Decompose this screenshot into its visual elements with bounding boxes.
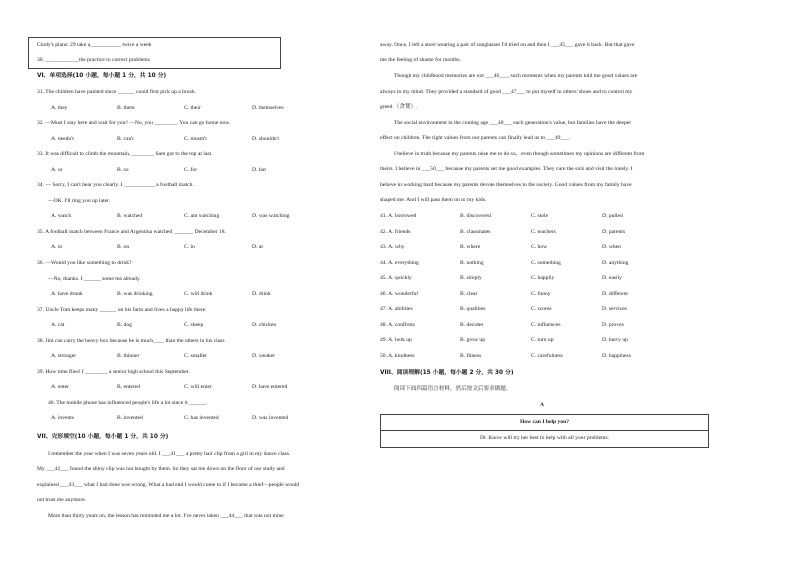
help-table	[380, 414, 709, 448]
cloze-option: D. easily	[602, 275, 622, 281]
answer-option: A. needn't	[51, 135, 74, 142]
cloze-option: 47. A. abilities	[380, 306, 413, 312]
section-8-instructions: 阅读下面四篇语言材料，然后按文后要求做题。	[394, 386, 512, 392]
cloze-option: B. simply	[460, 275, 482, 281]
answer-option: B. on	[117, 244, 130, 251]
help-table-cell: Dr. Know will try her best to help with all your problems.	[479, 435, 610, 441]
cloze-option: C. funny	[531, 290, 551, 297]
answer-option: A. watch	[51, 213, 72, 220]
question-stem: 32. —Must I stay here and wait for you? —No, you ________. You can go home now.	[37, 120, 231, 127]
cloze-line: effect on children. The right values from our parents can finally lead us to ___49___.	[380, 135, 571, 141]
answer-option: A. stronger	[51, 353, 77, 360]
question-stem: 36. —Would you like something to drink?	[37, 260, 132, 266]
cloze-line: More than thirty years on, the lesson has reminded me a lot. I've never taken ___44___ that was not mine	[48, 513, 284, 519]
cloze-option: B. fitness	[460, 352, 482, 359]
cloze-option: C. happily	[531, 275, 555, 281]
answer-option: B. entered	[117, 384, 140, 391]
answer-option: D. drink	[252, 291, 271, 297]
cloze-line: away. Once, I left a store wearing a pair of sunglasses I'd tried on and then I ___45___ gave it back. But that gave	[380, 42, 635, 48]
answer-option: A. have drunk	[51, 291, 83, 297]
left-column	[0, 0, 380, 562]
cloze-option: B. qualities	[460, 306, 486, 312]
cloze-option: 42. A. friends	[380, 228, 411, 235]
cloze-option: D. anything	[602, 259, 629, 266]
cloze-option: 50. A. kindness	[380, 352, 415, 359]
answer-option: C. am watching	[184, 213, 220, 220]
answer-option: D. themselves	[252, 104, 284, 111]
answer-option: B. thinner	[117, 353, 140, 360]
cloze-line: believe in working hard because my parents devote themselves to the society. Good values from my family have	[380, 182, 632, 188]
answer-option: D. at	[252, 244, 263, 251]
answer-option: A. invents	[51, 415, 74, 422]
question-stem: 38. Jim can carry the heavy box because he is much____ than the others in his class	[37, 337, 225, 344]
cloze-line: greed （贪婪）.	[380, 104, 418, 110]
question-stem: 40. The mobile phone has influenced people's life a lot since it ______.	[48, 399, 208, 406]
cloze-option: 48. A. confirms	[380, 321, 415, 328]
table-divider	[381, 430, 708, 431]
cloze-option: C. carefulness	[531, 352, 563, 359]
answer-option: D. chicken	[252, 322, 277, 329]
cindy-line-2: 30. ____________the practice to correct problems	[37, 57, 150, 63]
cloze-option: D. proves	[602, 321, 624, 328]
section-7-title: VII、完形填空(10 小题，每小题 1 分，共 10 分)	[37, 434, 169, 440]
cloze-option: C. teachers	[531, 228, 556, 235]
cloze-option: D. different	[602, 290, 628, 297]
question-stem: 34. — Sorry, I can't hear you clearly. I ___________ a football match.	[37, 182, 194, 189]
cloze-option: B. where	[460, 244, 481, 250]
answer-option: A. enter	[51, 384, 70, 391]
answer-option: B. so	[117, 166, 129, 173]
question-stem: 31. The children have painted since ______ could first pick up a brush.	[37, 89, 196, 95]
cloze-option: B. discovered	[460, 213, 491, 219]
answer-option: D. shouldn't	[252, 135, 280, 142]
cloze-option: B. classmates	[460, 228, 491, 235]
cloze-option: C. how	[531, 244, 548, 250]
cloze-option: 46. A. wonderful	[380, 290, 418, 297]
cloze-option: B. grow up	[460, 337, 486, 343]
answer-option: D. have entered	[252, 384, 288, 391]
cloze-line: I remember the year when I was seven years old. I ___41___ a pretty hair clip from a girl in my dance class.	[48, 451, 291, 457]
answer-option: B. can't	[117, 135, 134, 142]
cloze-line: explained ___43___ what I had done was wrong. What a bad end I would come to if I became a thief—people would	[37, 482, 300, 488]
cloze-option: D. happiness	[602, 352, 631, 359]
cloze-option: B. decides	[460, 321, 484, 328]
question-stem: 39. How time flies! I ________ a senior high school this September.	[37, 368, 190, 375]
section-6-title: VI、单项选择(10 小题，每小题 1 分，共 10 分)	[37, 73, 167, 79]
question-stem: 35. A football match between France and Argentina watched _______ December 18.	[37, 228, 226, 235]
answer-option: C. has invented	[184, 415, 219, 422]
cloze-option: C. something	[531, 259, 561, 266]
answer-option: A. or	[51, 166, 63, 173]
cloze-line: not trust me anymore.	[37, 497, 87, 503]
answer-option: C. for	[184, 166, 198, 173]
cloze-option: 49. A. look up	[380, 337, 412, 343]
answer-option: A. to	[51, 244, 63, 251]
answer-option: C. their	[184, 104, 201, 111]
answer-option: D. but	[252, 166, 266, 173]
cloze-line: Though my childhood memories are not ___46___, such moments when my parents told me good values are	[394, 73, 638, 79]
cloze-line: I believe in truth because my parents raise me to do so，even though sometimes my opinions are different from	[394, 151, 645, 157]
cloze-option: C. stole	[531, 213, 549, 219]
cloze-line: The social environment in the coming age ___48___ each generation's value, but families have the deeper	[394, 120, 632, 126]
answer-option: C. will enter	[184, 384, 212, 391]
cloze-option: B. clear	[460, 290, 478, 297]
answer-option: C. mustn't	[184, 135, 207, 142]
answer-option: D. was invented	[252, 415, 289, 422]
cloze-option: D. hurry up	[602, 337, 628, 343]
cloze-option: D. when	[602, 244, 621, 250]
question-stem-reply: —No, thanks. I ______ some tea already.	[48, 275, 141, 282]
section-8-title: VIII、阅读理解(15 小题，每小题 2 分，共 30 分)	[380, 370, 514, 376]
cloze-option: 41. A. borrowed	[380, 213, 417, 219]
answer-option: C. in	[184, 244, 195, 251]
question-stem: 33. It was difficult to climb the mountain, ________ Sam got to the top at last.	[37, 151, 213, 158]
cloze-option: 43. A. why	[380, 244, 405, 250]
answer-option: C. sheep	[184, 322, 204, 329]
question-stem: 37. Uncle Tom keeps many ______ on his farm and lives a happy life there.	[37, 306, 207, 313]
answer-option: B. invented	[117, 415, 143, 422]
answer-option: C. smaller	[184, 353, 207, 360]
cloze-option: C. turn up	[531, 337, 554, 343]
cloze-line: theirs. I believe in ___50___ because my parents set me good examples. They cure the sick and visit the lonely. I	[380, 166, 633, 172]
cloze-line: always in my mind. They provided a standard of good ___47___ to put myself in others' shoes and to control my	[380, 89, 633, 95]
passage-label: A	[540, 402, 545, 408]
answer-option: B. was drinking	[117, 291, 153, 297]
cloze-line: My ___42___ found the shiny clip was not bought by them. So they sat me down on the floor of our study and	[37, 466, 285, 472]
cloze-option: D. pulled	[602, 213, 623, 219]
cloze-option: D. parents	[602, 228, 625, 235]
question-stem-reply: —OK. I'll ring you up later.	[48, 197, 111, 204]
answer-option: B. them	[117, 104, 135, 111]
answer-option: B. dog	[117, 322, 132, 329]
right-column	[380, 0, 794, 562]
cloze-option: C. influences	[531, 321, 561, 328]
cloze-option: D. services	[602, 306, 627, 312]
cloze-option: C. scores	[531, 306, 552, 312]
cloze-option: 45. A. quickly	[380, 275, 412, 281]
answer-option: B. watched	[117, 213, 143, 220]
answer-option: D. weaker	[252, 353, 275, 360]
cindy-line-1: Cindy's plans: 29 take a___________ twice a week	[37, 42, 152, 48]
cloze-option: B. nothing	[460, 259, 484, 266]
cloze-line: me the feeling of shame for months.	[380, 57, 461, 63]
answer-option: C. will drink	[184, 291, 213, 297]
cloze-option: 44. A. everything	[380, 259, 419, 266]
answer-option: D. was watching	[252, 213, 290, 220]
help-table-header: How can I help you?	[519, 419, 570, 425]
cloze-line: shaped me. And I will pass them on to my kids.	[380, 197, 487, 203]
answer-option: A. they	[51, 104, 68, 111]
answer-option: A. cat	[51, 322, 65, 329]
